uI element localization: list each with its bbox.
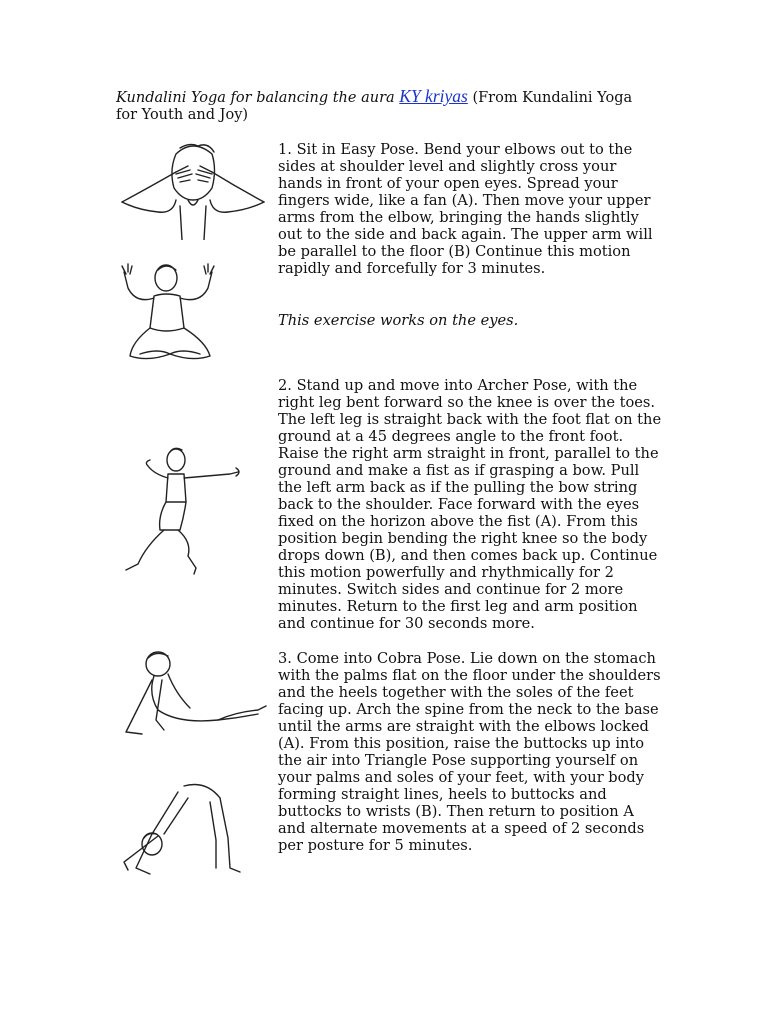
title-source: (From Kundalini Yoga for Youth and Joy) [116,90,633,123]
exercise-3-text: 3. Come into Cobra Pose. Lie down on the stomach with the palms flat on the floor under the shoulders and the heels together with the soles of the feet facing up. Arch the spine from the neck to the base until the arms are straight with the elbows locked (A). From this position, raise the buttocks up into the air into Triangle Pose supporting yourself on your palms and soles of your feet, with your body forming straight lines, heels to buttocks and buttocks to wrists (B). Then return to position A and alternate movements at a speed of 2 seconds per posture for 5 minutes. [278,650,661,854]
easy-pose-hands-fan-illustration [118,140,268,240]
archer-pose-illustration [118,446,248,576]
cobra-pose-illustration [118,650,268,742]
triangle-pose-illustration [118,778,248,878]
title-lead: Kundalini Yoga for balancing the aura [116,90,395,106]
document-title [116,88,656,124]
easy-pose-arms-up-illustration [118,258,218,370]
ky-kriyas-link[interactable]: KY kriyas [399,86,468,106]
exercise-2-text: 2. Stand up and move into Archer Pose, with the right leg bent forward so the knee is over the toes. The left leg is straight back with the foot flat on the ground at a 45 degrees angle to the front foot. Raise the right arm straight in front, parallel to the ground and make a fist as if grasping a bow. Pull the left arm back as if the pulling the bow string back to the shoulder. Face forward with the eyes fixed on the horizon above the fist (A). From this position begin bending the right knee so the body drops down (B), and then comes back up. Continue this motion powerfully and rhythmically for 2 minutes. Switch sides and continue for 2 more minutes. Return to the first leg and arm position and continue for 30 seconds more. [278,377,662,632]
exercise-1-note: This exercise works on the eyes. [278,312,519,329]
exercise-1-text: 1. Sit in Easy Pose. Bend your elbows out to the sides at shoulder level and slightly cross your hands in front of your open eyes. Spread your fingers wide, like a fan (A). Then move your upper arms from the elbow, bringing the hands slightly out to the side and back again. The upper arm will be parallel to the floor (B) Continue this motion rapidly and forcefully for 3 minutes. [278,141,653,277]
